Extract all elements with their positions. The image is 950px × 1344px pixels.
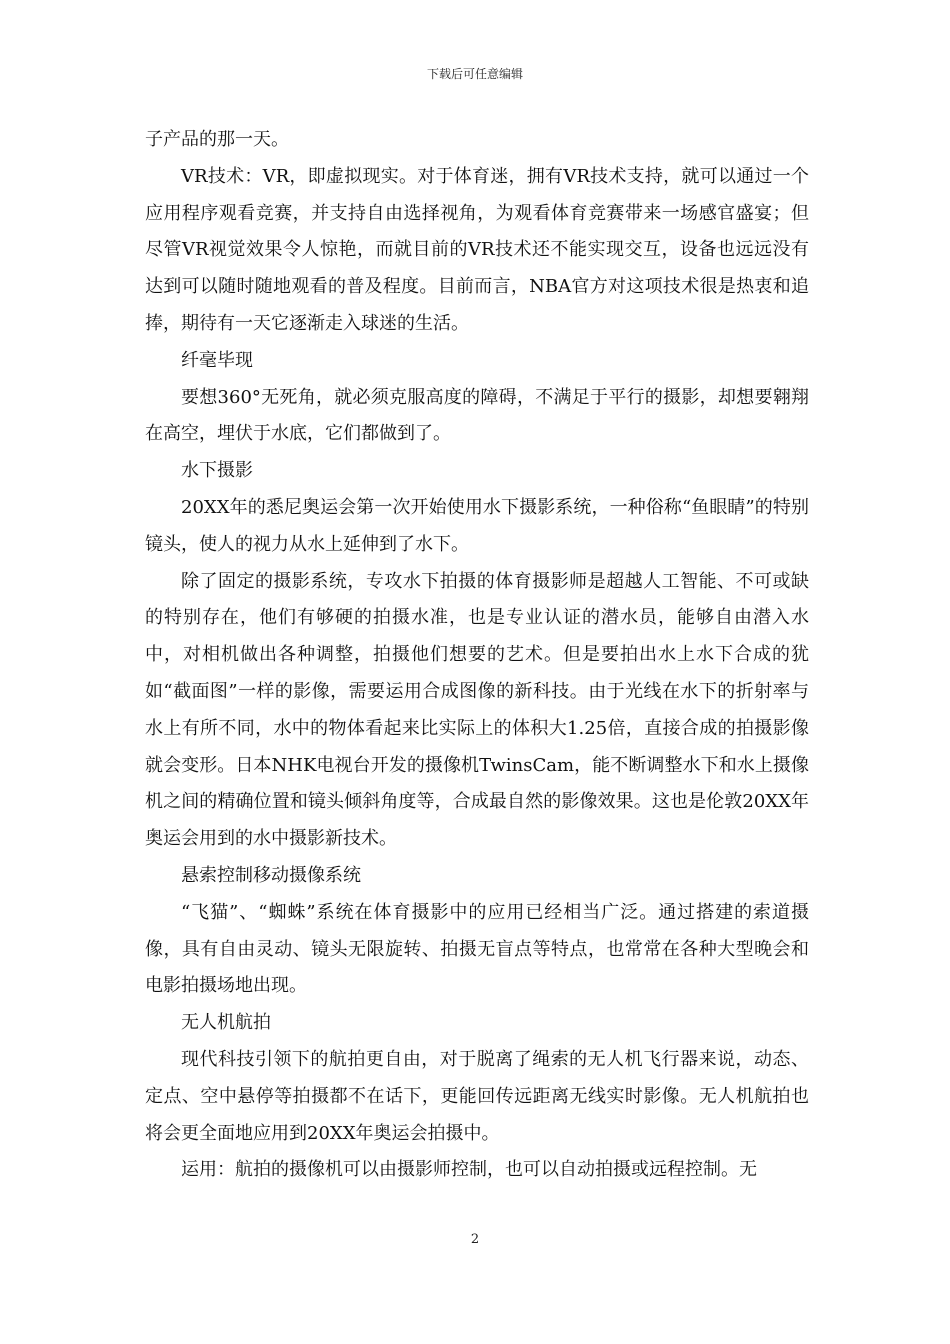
paragraph-continuation: 子产品的那一天。 (145, 129, 289, 150)
page-header: 下载后可任意编辑 (426, 67, 523, 81)
paragraph-cable-camera: “飞猫”、“蜘蛛”系统在体育摄影中的应用已经相当广泛。通过搭建的索道摄像，具有自由灵动、镜头无限旋转、拍摄无盲点等特点，也常常在各种大型晚会和电影拍摄场地出现。 (145, 901, 809, 997)
section-heading-cable-camera: 悬索控制移动摄像系统 (181, 864, 361, 886)
paragraph-sydney-olympics: 20XX年的悉尼奥运会第一次开始使用水下摄影系统，一种俗称“鱼眼睛”的特别镜头，使人的视力从水上延伸到了水下。 (145, 496, 809, 555)
paragraph-drone-aerial: 现代科技引领下的航拍更自由，对于脱离了绳索的无人机飞行器来说，动态、定点、空中悬停等拍摄都不在话下，更能回传远距离无线实时影像。无人机航拍也将会更全面地应用到20XX年奥运会拍摄中。 (145, 1048, 809, 1144)
page-number: 2 (470, 1232, 480, 1247)
paragraph-360-view: 要想360°无死角，就必须克服高度的障碍，不满足于平行的摄影，却想要翱翔在高空，埋伏于水底，它们都做到了。 (145, 386, 809, 445)
paragraph-drone-usage: 运用：航拍的摄像机可以由摄影师控制，也可以自动拍摄或远程控制。无 (181, 1159, 757, 1181)
paragraph-vr-technology: VR技术：VR，即虚拟现实。对于体育迷，拥有VR技术支持，就可以通过一个应用程序观看竞赛，并支持自由选择视角，为观看体育竞赛带来一场感官盛宴；但尽管VR视觉效果令人惊艳，而就目前的VR技术还不能实现交互，设备也远远没有达到可以随时随地观看的普及程度。目前而言，NBA官方对这项技术很是热衷和追捧，期待有一天它逐渐走入球迷的生活。 (145, 165, 809, 334)
section-heading-detail: 纤毫毕现 (181, 349, 253, 371)
document-body (145, 122, 809, 1189)
paragraph-underwater-photographers: 除了固定的摄影系统，专攻水下拍摄的体育摄影师是超越人工智能、不可或缺的特别存在，他们有够硬的拍摄水准，也是专业认证的潜水员，能够自由潜入水中，对相机做出各种调整，拍摄他们想要的艺术。但是要拍出水上水下合成的犹如“截面图”一样的影像，需要运用合成图像的新科技。由于光线在水下的折射率与水上有所不同，水中的物体看起来比实际上的体积大1.25倍，直接合成的拍摄影像就会变形。日本NHK电视台开发的摄像机TwinsCam，能不断调整水下和水上摄像机之间的精确位置和镜头倾斜角度等，合成最自然的影像效果。这也是伦敦20XX年奥运会用到的水中摄影新技术。 (145, 570, 809, 850)
section-heading-drone: 无人机航拍 (181, 1012, 271, 1034)
section-heading-underwater: 水下摄影 (181, 460, 253, 482)
